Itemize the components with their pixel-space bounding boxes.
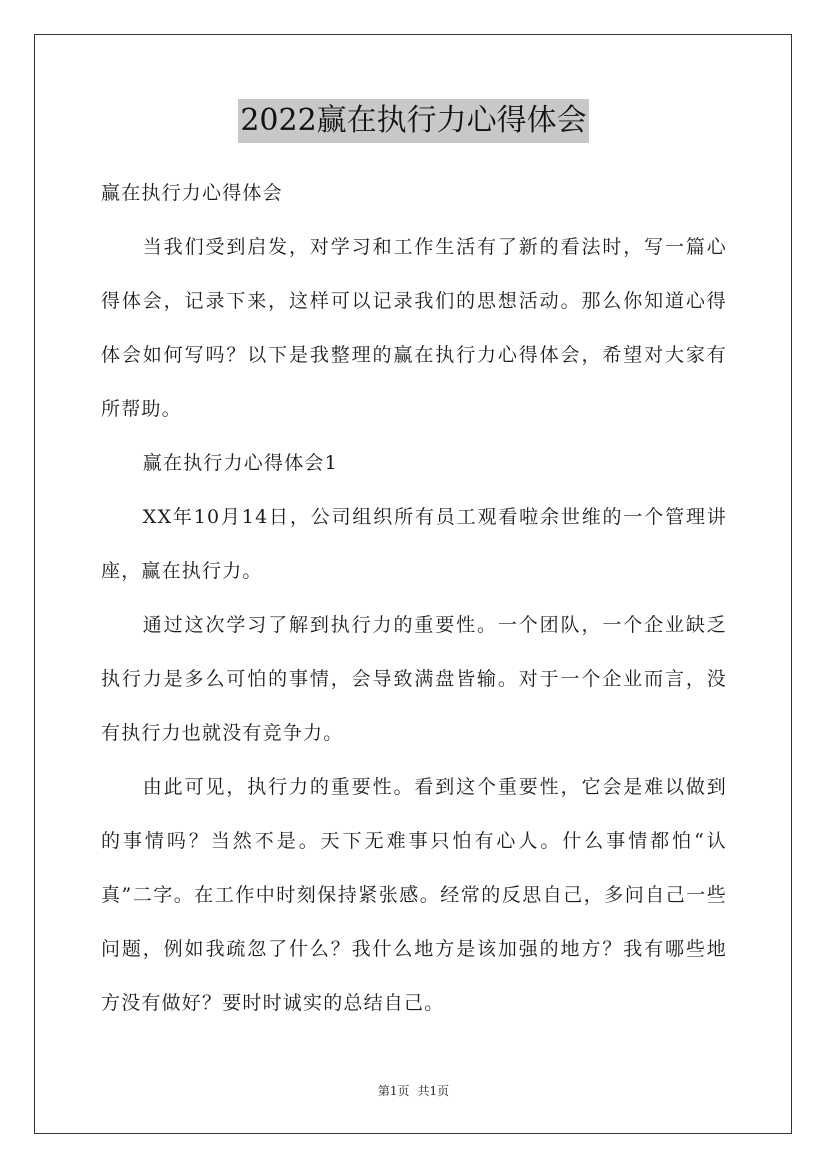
body-paragraph: 通过这次学习了解到执行力的重要性。一个团队，一个企业缺乏执行力是多么可怕的事情，会导致满盘皆输。对于一个企业而言，没有执行力也就没有竞争力。 — [101, 614, 727, 744]
intro-paragraph: 当我们受到启发，对学习和工作生活有了新的看法时，写一篇心得体会，记录下来，这样可以记录我们的思想活动。那么你知道心得体会如何写吗？以下是我整理的赢在执行力心得体会，希望对大家有所帮助。 — [101, 236, 727, 420]
section-heading: 赢在执行力心得体会1 — [142, 452, 338, 474]
document-body — [101, 166, 727, 1030]
body-paragraph: 由此可见，执行力的重要性。看到这个重要性，它会是难以做到的事情吗？当然不是。天下无难事只怕有心人。什么事情都怕“认真”二字。在工作中时刻保持紧张感。经常的反思自己，多问自己一些问题，例如我疏忽了什么？我什么地方是该加强的地方？我有哪些地方没有做好？要时时诚实的总结自己。 — [101, 776, 727, 1014]
body-paragraph: XX年10月14日，公司组织所有员工观看啦余世维的一个管理讲座，赢在执行力。 — [101, 506, 727, 582]
title-container — [0, 99, 827, 143]
page-number: 第1页 — [377, 1084, 410, 1098]
document-title: 2022赢在执行力心得体会 — [238, 99, 588, 143]
document-heading: 赢在执行力心得体会 — [101, 182, 283, 204]
page-footer — [0, 1082, 827, 1100]
page-total: 共1页 — [417, 1084, 450, 1098]
